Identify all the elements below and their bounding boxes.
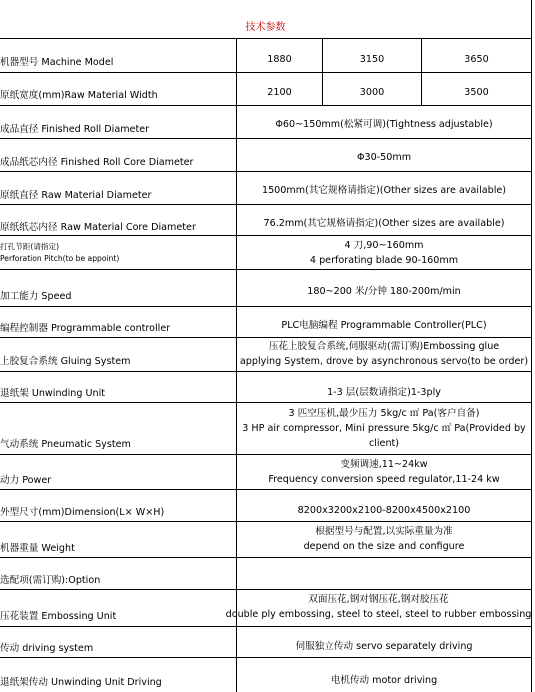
row-label-unwinding-unit-driving: 退纸架传动 Unwinding Unit Driving (0, 677, 162, 688)
grid-line (531, 0, 532, 692)
perforation-pitch-value-en: 4 perforating blade 90-160mm (309, 254, 459, 266)
row-label-raw-material-core-diameter: 原纸纸芯内径 Raw Material Core Diameter (0, 222, 196, 233)
perforation-pitch-value-cn: 4 刀,90~160mm (344, 239, 424, 251)
power-value-line2: Frequency conversion speed regulator,11-24 kw (268, 473, 500, 485)
grid-line (0, 38, 531, 39)
value-programmable-controller: PLC电脑编程 Programmable Controller(PLC) (281, 320, 487, 331)
value-power (237, 455, 531, 488)
row-label-unwinding-unit: 退纸架 Unwinding Unit (0, 388, 106, 399)
row-label-finished-roll-diameter: 成品直径 Finished Roll Diameter (0, 124, 150, 135)
power-value-line1: 变频调速,11~24kw (340, 458, 428, 470)
row-label-machine-model: 机器型号 Machine Model (0, 57, 114, 68)
row-label-finished-roll-core-diameter: 成品纸芯内径 Finished Roll Core Diameter (0, 157, 194, 168)
sheet-title: 技术参数 (245, 21, 286, 33)
row-label-driving-system: 传动 driving system (0, 643, 94, 654)
width-1880: 2100 (267, 86, 292, 98)
pneumatic-value-line3: client) (368, 437, 400, 449)
gluing-system-value-line1: 压花上胶复合系统,伺服驱动(需订购)Embossing glue (268, 341, 500, 352)
value-raw-material-core-diameter: 76.2mm(其它规格请指定)(Other sizes are available) (263, 217, 505, 229)
model-1880: 1880 (267, 53, 292, 65)
embossing-value-line2: double ply embossing, steel to steel, steel to rubber embossing (226, 608, 531, 620)
row-label-embossing-unit: 压花装置 Embossing Unit (0, 611, 117, 622)
value-finished-roll-diameter: Φ60~150mm(松紧可调)(Tightness adjustable) (275, 119, 493, 130)
width-3150: 3000 (359, 86, 385, 98)
embossing-value-line1: 双面压花,钢对钢压花,钢对胶压花 (308, 593, 449, 605)
value-driving-system: 伺服独立传动 servo separately driving (295, 641, 473, 652)
value-unwinding-unit: 1-3 层(层数请指定)1-3ply (327, 387, 441, 398)
weight-value-line2: depend on the size and configure (303, 540, 465, 552)
value-weight (237, 522, 531, 555)
pneumatic-value-line1: 3 匹空压机,最少压力 5kg/c ㎡ Pa(客户自备) (288, 407, 480, 419)
row-label-pneumatic-system: 气动系统 Pneumatic System (0, 439, 131, 450)
row-label-power: 动力 Power (0, 475, 52, 486)
weight-value-line1: 根据型号与配置,以实际重量为准 (315, 525, 453, 537)
row-label-gluing-system: 上胶复合系统 Gluing System (0, 356, 131, 367)
value-gluing-system (237, 338, 531, 370)
row-label-dimension: 外型尺寸(mm)Dimension(L× W×H) (0, 507, 165, 518)
row-label-programmable-controller: 编程控制器 Programmable controller (0, 323, 171, 334)
value-unwinding-unit-driving: 电机传动 motor driving (330, 674, 438, 686)
row-label-speed: 加工能力 Speed (0, 291, 72, 302)
value-perforation-pitch (237, 236, 531, 269)
value-pneumatic-system (237, 403, 531, 453)
perforation-pitch-label-cn: 打孔节距(请指定) (0, 241, 60, 251)
model-3650: 3650 (464, 53, 489, 65)
value-finished-roll-core-diameter: Φ30-50mm (356, 152, 412, 163)
perforation-pitch-label-en: Perforation Pitch(to be appoint) (0, 253, 120, 263)
row-label-raw-material-diameter: 原纸直径 Raw Material Diameter (0, 190, 152, 201)
model-3150: 3150 (359, 53, 385, 65)
pneumatic-value-line2: 3 HP air compressor, Mini pressure 5kg/c ㎡ Pa(Provided by (242, 422, 526, 434)
row-label-perforation-pitch (0, 236, 236, 269)
width-3650: 3500 (464, 86, 489, 98)
value-dimension: 8200x3200x2100-8200x4500x2100 (297, 504, 471, 516)
row-label-raw-material-width: 原纸宽度(mm)Raw Material Width (0, 90, 158, 101)
value-raw-material-diameter: 1500mm(其它规格请指定)(Other sizes are available) (261, 185, 507, 196)
gluing-system-value-line2: applying System, drove by asynchronous servo(to be order) (239, 356, 529, 367)
row-label-option: 选配项(需订购):Option (0, 575, 101, 586)
value-embossing-unit (226, 590, 531, 623)
row-label-weight: 机器重量 Weight (0, 543, 75, 554)
value-speed: 180~200 米/分钟 180-200m/min (307, 285, 461, 297)
